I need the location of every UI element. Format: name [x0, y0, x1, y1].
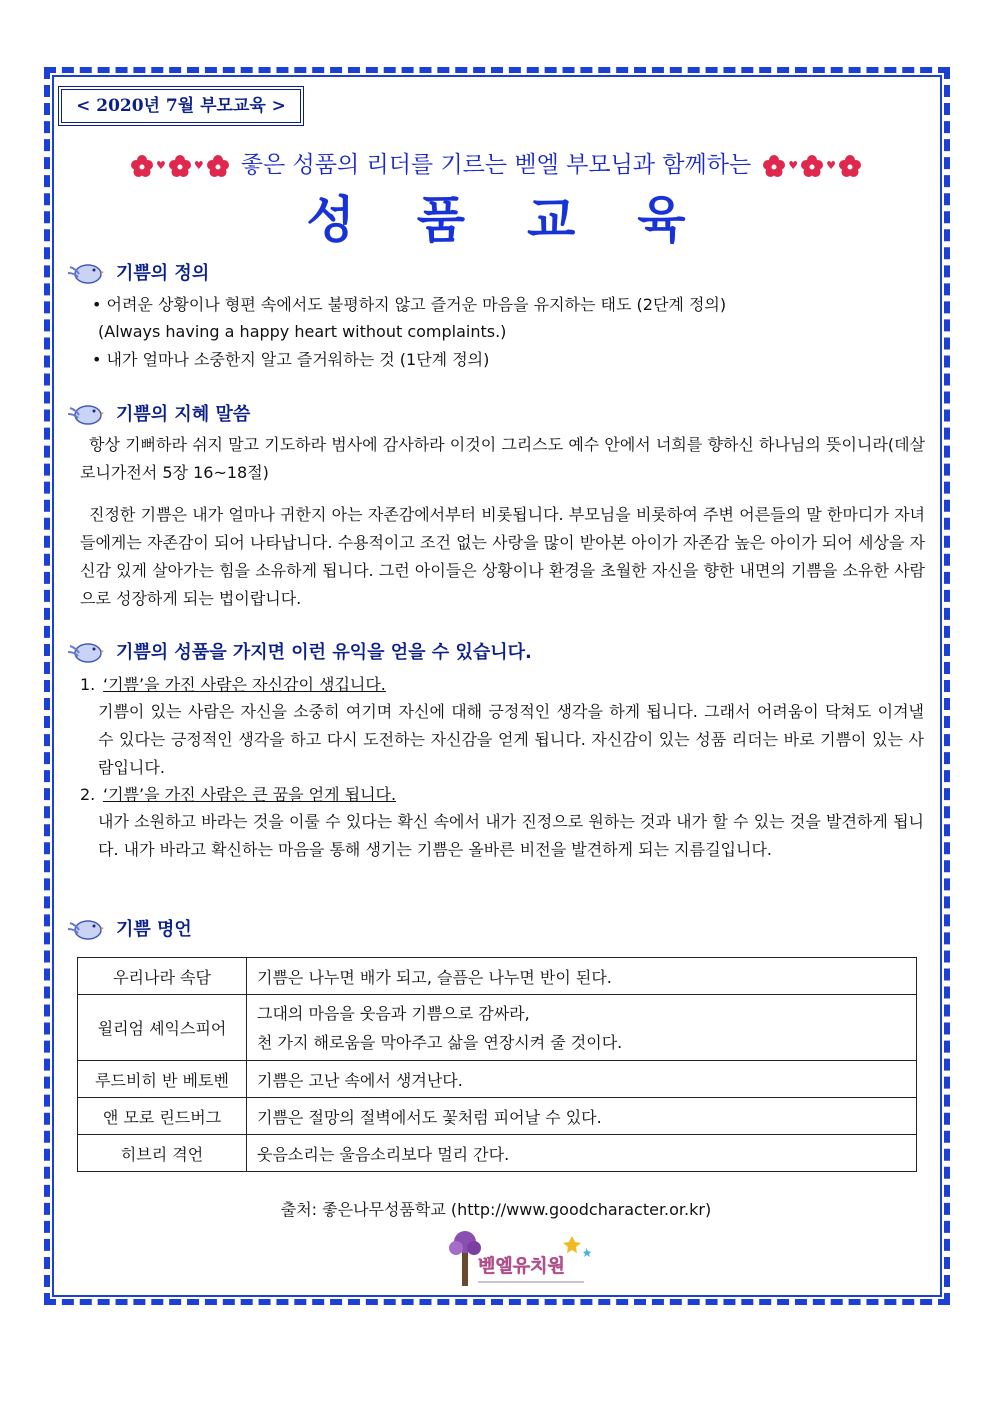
section-heading: 기쁨의 성품을 가지면 이런 유익을 얻을 수 있습니다.	[116, 642, 532, 663]
source-credit: 출처: 좋은나무성품학교 (http://www.goodcharacter.or.kr)	[280, 1200, 712, 1219]
quote-source: 앤 모로 린드버그	[78, 1098, 247, 1135]
definition-bullet-1: • 어려운 상황이나 형편 속에서도 불평하지 않고 즐거운 마음을 유지하는 태도 (2단계 정의)	[92, 295, 727, 314]
quote-text: 웃음소리는 울음소리보다 멀리 간다.	[247, 1135, 917, 1172]
quote-source: 우리나라 속담	[78, 958, 247, 995]
section-heading: 기쁨의 지혜 말씀	[116, 404, 251, 425]
section-heading: 기쁨 명언	[116, 919, 192, 940]
table-row	[78, 1061, 917, 1098]
heart-icon: ♥	[826, 159, 836, 172]
benefit-2-number: 2.	[80, 785, 96, 804]
flower-icon	[801, 155, 823, 177]
quote-text	[247, 995, 917, 1061]
logo-text: 벧엘유치원	[478, 1256, 565, 1277]
section-wisdom-heading	[66, 399, 250, 427]
wisdom-paragraph: 진정한 기쁨은 내가 얼마나 귀한지 아는 자존감에서부터 비롯됩니다. 부모님을 비롯하여 주변 어른들의 말 한마디가 자녀들에게는 자존감이 되어 나타납니다. 수용적이고 조건 없는 사랑을 많이 받아본 아이가 자존감 높은 아이가 되어 세상을 자신감 있게 살아가는 힘을 소유하게 됩니다. 그런 아이들은 상황이나 환경을 초월한 자신을 향한 내면의 기쁨을 소유한 사람으로 성장하게 되는 법이랍니다.	[80, 505, 925, 608]
bird-icon	[66, 638, 104, 664]
heart-icon: ♥	[156, 159, 166, 172]
benefit-1-body: 기쁨이 있는 사람은 자신을 소중히 여기며 자신에 대해 긍정적인 생각을 하게 됩니다. 그래서 어려움이 닥쳐도 이겨낼 수 있다는 긍정적인 생각을 하고 다시 도전하는 자신감을 얻게 됩니다. 자신감이 있는 성품 리더는 바로 기쁨이 있는 사람입니다.	[98, 702, 924, 777]
bible-verse: 항상 기뻐하라 쉬지 말고 기도하라 범사에 감사하라 이것이 그리스도 예수 안에서 너희를 향하신 하나님의 뜻이니라(데살로니가전서 5장 16~18절)	[80, 435, 925, 482]
quote-line: 그대의 마음을 웃음과 기쁨으로 감싸라,	[257, 1003, 530, 1023]
kindergarten-logo	[444, 1228, 594, 1294]
page-title: 성품교육	[306, 191, 748, 249]
flower-icon	[763, 155, 785, 177]
definition-bullet-2: • 내가 얼마나 소중한지 알고 즐거워하는 것 (1단계 정의)	[92, 350, 490, 369]
flower-icon	[131, 155, 153, 177]
quote-text: 기쁨은 절망의 절벽에서도 꽃처럼 피어날 수 있다.	[247, 1098, 917, 1135]
section-benefits-heading	[66, 637, 532, 665]
edu-date-tag: < 2020년 7월 부모교육 >	[58, 86, 304, 126]
flower-icon	[839, 155, 861, 177]
benefit-2-body: 내가 소원하고 바라는 것을 이룰 수 있다는 확신 속에서 내가 진정으로 원하는 것과 내가 할 수 있는 것을 발견하게 됩니다. 내가 바라고 확신하는 마음을 통해 생기는 기쁨은 올바른 비전을 발견하게 되는 지름길입니다.	[98, 812, 924, 859]
quote-source: 루드비히 반 베토벤	[78, 1061, 247, 1098]
quotes-table	[77, 957, 917, 1172]
section-quotes-heading	[66, 914, 192, 942]
quote-text: 기쁨은 나누면 배가 되고, 슬픔은 나누면 반이 된다.	[247, 958, 917, 995]
subtitle-row	[0, 146, 992, 179]
table-row	[78, 958, 917, 995]
flower-icon	[207, 155, 229, 177]
section-heading: 기쁨의 정의	[116, 263, 210, 284]
table-row	[78, 1098, 917, 1135]
quote-line: 천 가지 해로움을 막아주고 삶을 연장시켜 줄 것이다.	[257, 1032, 623, 1052]
heart-icon: ♥	[788, 159, 799, 172]
benefit-2-title: ‘기쁨’을 가진 사람은 큰 꿈을 얻게 됩니다.	[103, 785, 397, 804]
bird-icon	[66, 400, 104, 426]
quote-source: 히브리 격언	[78, 1135, 247, 1172]
heart-icon: ♥	[193, 159, 204, 172]
bird-icon	[66, 259, 104, 285]
quote-text: 기쁨은 고난 속에서 생겨난다.	[247, 1061, 917, 1098]
table-row	[78, 1135, 917, 1172]
bird-icon	[66, 915, 104, 941]
benefit-1-number: 1.	[80, 675, 96, 694]
subtitle-text: 좋은 성품의 리더를 기르는 벧엘 부모님과 함께하는	[240, 152, 752, 178]
definition-english: (Always having a happy heart without complaints.)	[98, 322, 507, 341]
benefit-1-title: ‘기쁨’을 가진 사람은 자신감이 생깁니다.	[103, 675, 386, 694]
section-definition-heading	[66, 258, 209, 286]
table-row	[78, 995, 917, 1061]
quote-source: 윌리엄 셰익스피어	[78, 995, 247, 1061]
flower-icon	[169, 155, 191, 177]
